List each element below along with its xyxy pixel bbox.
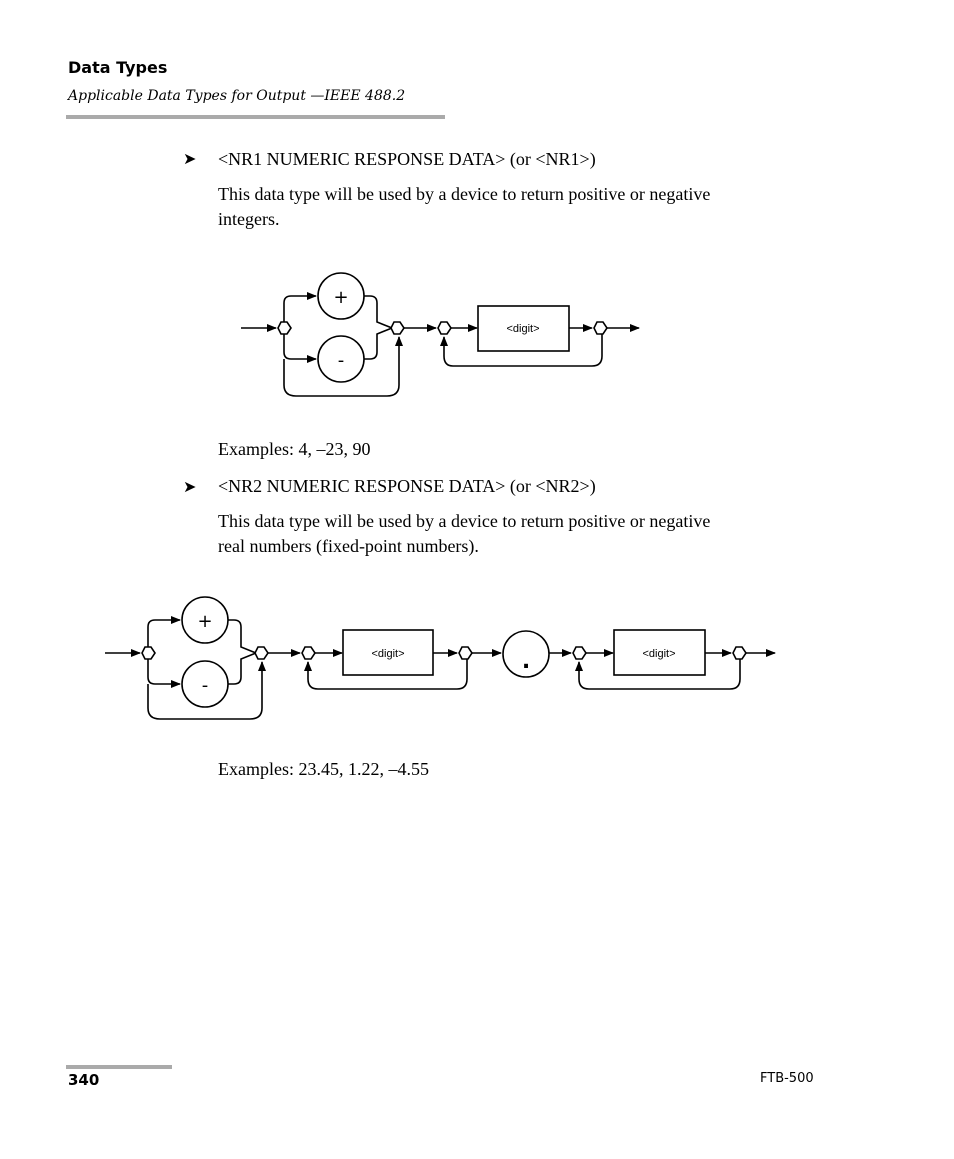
- nr2-body-line-2: real numbers (fixed-point numbers).: [218, 536, 479, 556]
- decimal-point: .: [521, 649, 531, 674]
- page-section-subtitle: Applicable Data Types for Output —IEEE 488.2: [68, 88, 406, 104]
- nr2-heading: <NR2 NUMERIC RESPONSE DATA> (or <NR2>): [218, 476, 596, 496]
- page-number: 340: [68, 1071, 100, 1089]
- footer-rule: [66, 1065, 172, 1069]
- nr1-heading: <NR1 NUMERIC RESPONSE DATA> (or <NR1>): [218, 149, 596, 169]
- plus-sign: +: [333, 287, 349, 308]
- nr2-examples: Examples: 23.45, 1.22, –4.55: [218, 759, 429, 779]
- nr2-body-line-1: This data type will be used by a device to return positive or negative: [218, 511, 711, 531]
- product-model: FTB-500: [760, 1071, 814, 1086]
- plus-sign: +: [197, 611, 213, 632]
- digit-box-label: <digit>: [371, 648, 405, 660]
- minus-sign: -: [337, 350, 345, 371]
- nr1-body-line-1: This data type will be used by a device to return positive or negative: [218, 184, 711, 204]
- minus-sign: -: [201, 675, 209, 696]
- digit-box-label: <digit>: [642, 648, 676, 660]
- bullet-arrow-icon: ➤: [183, 149, 197, 168]
- page-section-title: Data Types: [68, 58, 168, 77]
- nr1-examples: Examples: 4, –23, 90: [218, 439, 371, 459]
- digit-box-label: <digit>: [506, 323, 540, 335]
- nr1-body-line-2: integers.: [218, 209, 280, 229]
- bullet-arrow-icon: ➤: [183, 477, 197, 496]
